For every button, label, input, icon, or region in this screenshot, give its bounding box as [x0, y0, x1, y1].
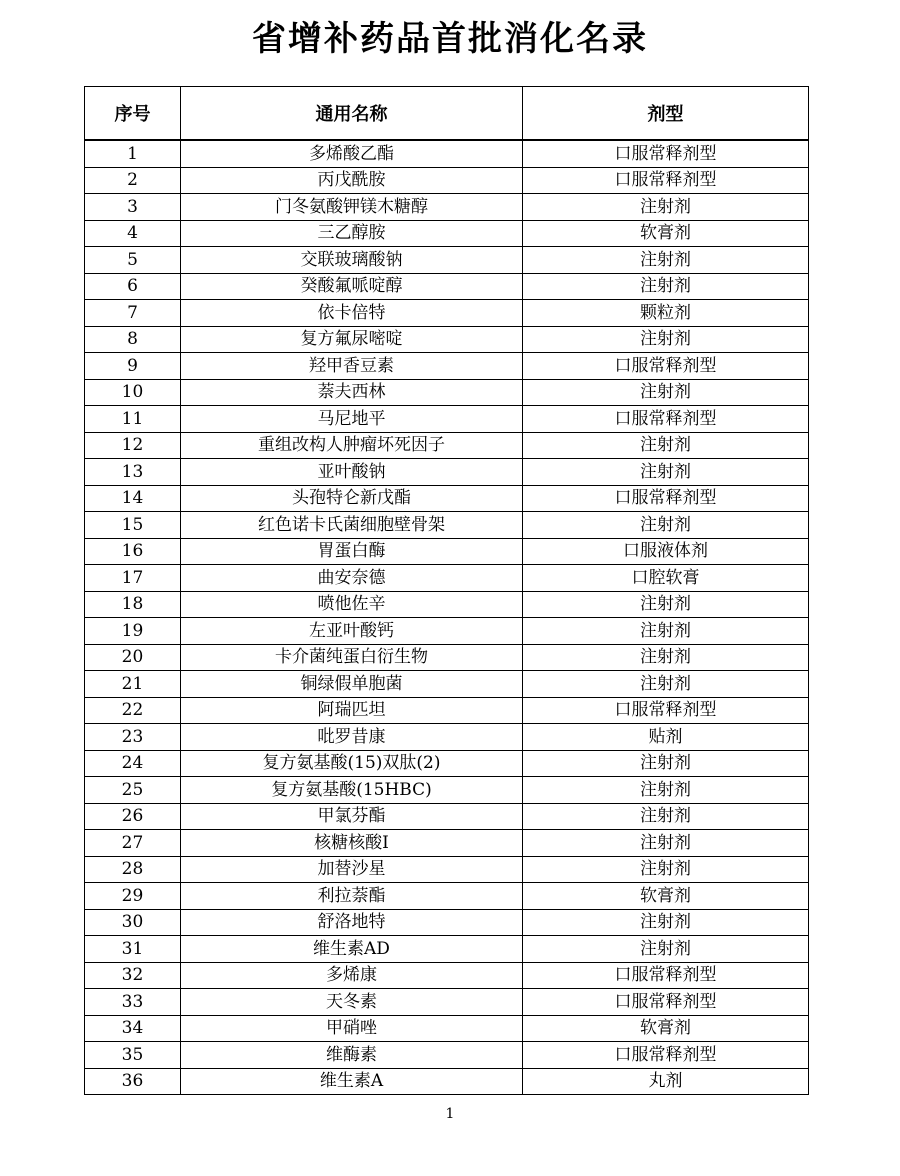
cell-dosage-form: 软膏剂: [523, 883, 809, 910]
cell-dosage-form: 注射剂: [523, 459, 809, 486]
table-row: [85, 936, 809, 963]
cell-generic-name: 三乙醇胺: [181, 220, 523, 247]
table-row: [85, 512, 809, 539]
cell-serial-number: 11: [85, 406, 181, 433]
table-row: [85, 883, 809, 910]
table-row: [85, 326, 809, 353]
cell-serial-number: 21: [85, 671, 181, 698]
cell-generic-name: 多烯康: [181, 962, 523, 989]
cell-dosage-form: 注射剂: [523, 750, 809, 777]
header-serial-number: 序号: [85, 87, 181, 141]
table-row: [85, 909, 809, 936]
cell-generic-name: 阿瑞匹坦: [181, 697, 523, 724]
table-row: [85, 830, 809, 857]
table-row: [85, 671, 809, 698]
cell-serial-number: 6: [85, 273, 181, 300]
cell-dosage-form: 丸剂: [523, 1068, 809, 1095]
cell-serial-number: 26: [85, 803, 181, 830]
cell-serial-number: 4: [85, 220, 181, 247]
table-row: [85, 406, 809, 433]
cell-dosage-form: 口服常释剂型: [523, 1042, 809, 1069]
cell-generic-name: 红色诺卡氏菌细胞壁骨架: [181, 512, 523, 539]
cell-dosage-form: 注射剂: [523, 777, 809, 804]
cell-dosage-form: 口腔软膏: [523, 565, 809, 592]
cell-serial-number: 12: [85, 432, 181, 459]
table-row: [85, 140, 809, 167]
table-header-row: [85, 87, 809, 141]
cell-generic-name: 维酶素: [181, 1042, 523, 1069]
table-row: [85, 1068, 809, 1095]
cell-generic-name: 维生素AD: [181, 936, 523, 963]
cell-dosage-form: 注射剂: [523, 247, 809, 274]
cell-serial-number: 22: [85, 697, 181, 724]
cell-dosage-form: 口服常释剂型: [523, 140, 809, 167]
cell-dosage-form: 软膏剂: [523, 1015, 809, 1042]
table-row: [85, 750, 809, 777]
cell-serial-number: 16: [85, 538, 181, 565]
cell-dosage-form: 软膏剂: [523, 220, 809, 247]
cell-dosage-form: 注射剂: [523, 909, 809, 936]
cell-serial-number: 31: [85, 936, 181, 963]
table-row: [85, 1042, 809, 1069]
table-row: [85, 194, 809, 221]
cell-generic-name: 头孢特仑新戊酯: [181, 485, 523, 512]
table-row: [85, 856, 809, 883]
cell-serial-number: 33: [85, 989, 181, 1016]
cell-generic-name: 铜绿假单胞菌: [181, 671, 523, 698]
cell-serial-number: 28: [85, 856, 181, 883]
cell-dosage-form: 口服常释剂型: [523, 697, 809, 724]
cell-dosage-form: 口服常释剂型: [523, 962, 809, 989]
cell-generic-name: 复方氟尿嘧啶: [181, 326, 523, 353]
cell-serial-number: 23: [85, 724, 181, 751]
table-row: [85, 989, 809, 1016]
page-title: 省增补药品首批消化名录: [252, 19, 648, 59]
cell-serial-number: 3: [85, 194, 181, 221]
cell-generic-name: 喷他佐辛: [181, 591, 523, 618]
cell-generic-name: 核糖核酸I: [181, 830, 523, 857]
cell-generic-name: 利拉萘酯: [181, 883, 523, 910]
table-row: [85, 697, 809, 724]
cell-generic-name: 维生素A: [181, 1068, 523, 1095]
table-row: [85, 432, 809, 459]
cell-generic-name: 舒洛地特: [181, 909, 523, 936]
table-row: [85, 724, 809, 751]
cell-generic-name: 复方氨基酸(15HBC): [181, 777, 523, 804]
cell-serial-number: 19: [85, 618, 181, 645]
cell-dosage-form: 注射剂: [523, 936, 809, 963]
cell-generic-name: 萘夫西林: [181, 379, 523, 406]
cell-serial-number: 13: [85, 459, 181, 486]
table-row: [85, 220, 809, 247]
cell-dosage-form: 口服常释剂型: [523, 353, 809, 380]
cell-serial-number: 15: [85, 512, 181, 539]
cell-dosage-form: 注射剂: [523, 856, 809, 883]
cell-serial-number: 35: [85, 1042, 181, 1069]
cell-serial-number: 5: [85, 247, 181, 274]
table-row: [85, 644, 809, 671]
table-body: [85, 140, 809, 1095]
cell-serial-number: 1: [85, 140, 181, 167]
cell-dosage-form: 贴剂: [523, 724, 809, 751]
cell-generic-name: 依卡倍特: [181, 300, 523, 327]
cell-generic-name: 羟甲香豆素: [181, 353, 523, 380]
table-row: [85, 459, 809, 486]
table-row: [85, 379, 809, 406]
cell-dosage-form: 注射剂: [523, 671, 809, 698]
cell-generic-name: 甲硝唑: [181, 1015, 523, 1042]
table-row: [85, 962, 809, 989]
table-row: [85, 777, 809, 804]
cell-generic-name: 多烯酸乙酯: [181, 140, 523, 167]
cell-generic-name: 甲氯芬酯: [181, 803, 523, 830]
table-row: [85, 353, 809, 380]
cell-serial-number: 14: [85, 485, 181, 512]
cell-generic-name: 曲安奈德: [181, 565, 523, 592]
cell-generic-name: 胃蛋白酶: [181, 538, 523, 565]
cell-serial-number: 36: [85, 1068, 181, 1095]
cell-dosage-form: 注射剂: [523, 326, 809, 353]
cell-dosage-form: 注射剂: [523, 273, 809, 300]
table-row: [85, 1015, 809, 1042]
cell-generic-name: 左亚叶酸钙: [181, 618, 523, 645]
cell-generic-name: 丙戊酰胺: [181, 167, 523, 194]
cell-dosage-form: 颗粒剂: [523, 300, 809, 327]
cell-serial-number: 30: [85, 909, 181, 936]
cell-serial-number: 24: [85, 750, 181, 777]
cell-serial-number: 27: [85, 830, 181, 857]
cell-generic-name: 加替沙星: [181, 856, 523, 883]
cell-generic-name: 亚叶酸钠: [181, 459, 523, 486]
cell-dosage-form: 注射剂: [523, 644, 809, 671]
cell-serial-number: 32: [85, 962, 181, 989]
table-row: [85, 273, 809, 300]
cell-dosage-form: 口服常释剂型: [523, 406, 809, 433]
cell-serial-number: 10: [85, 379, 181, 406]
cell-serial-number: 18: [85, 591, 181, 618]
cell-serial-number: 20: [85, 644, 181, 671]
cell-generic-name: 卡介菌纯蛋白衍生物: [181, 644, 523, 671]
cell-dosage-form: 注射剂: [523, 618, 809, 645]
cell-dosage-form: 注射剂: [523, 830, 809, 857]
cell-generic-name: 门冬氨酸钾镁木糖醇: [181, 194, 523, 221]
cell-serial-number: 29: [85, 883, 181, 910]
cell-dosage-form: 口服常释剂型: [523, 485, 809, 512]
cell-generic-name: 交联玻璃酸钠: [181, 247, 523, 274]
table-row: [85, 167, 809, 194]
table-row: [85, 565, 809, 592]
cell-serial-number: 7: [85, 300, 181, 327]
cell-dosage-form: 注射剂: [523, 512, 809, 539]
table-row: [85, 538, 809, 565]
table-row: [85, 485, 809, 512]
drug-list-table: [84, 86, 809, 1095]
table-row: [85, 803, 809, 830]
table-row: [85, 247, 809, 274]
header-dosage-form: 剂型: [523, 87, 809, 141]
table-row: [85, 591, 809, 618]
cell-generic-name: 吡罗昔康: [181, 724, 523, 751]
cell-generic-name: 马尼地平: [181, 406, 523, 433]
cell-serial-number: 25: [85, 777, 181, 804]
cell-serial-number: 17: [85, 565, 181, 592]
cell-dosage-form: 注射剂: [523, 803, 809, 830]
cell-generic-name: 重组改构人肿瘤坏死因子: [181, 432, 523, 459]
header-generic-name: 通用名称: [181, 87, 523, 141]
page-number: 1: [445, 1106, 455, 1122]
cell-serial-number: 2: [85, 167, 181, 194]
table-row: [85, 300, 809, 327]
table-row: [85, 618, 809, 645]
cell-dosage-form: 注射剂: [523, 194, 809, 221]
cell-dosage-form: 注射剂: [523, 432, 809, 459]
cell-generic-name: 癸酸氟哌啶醇: [181, 273, 523, 300]
cell-generic-name: 天冬素: [181, 989, 523, 1016]
cell-dosage-form: 注射剂: [523, 379, 809, 406]
cell-serial-number: 34: [85, 1015, 181, 1042]
cell-dosage-form: 口服常释剂型: [523, 989, 809, 1016]
cell-dosage-form: 口服常释剂型: [523, 167, 809, 194]
cell-generic-name: 复方氨基酸(15)双肽(2): [181, 750, 523, 777]
cell-dosage-form: 口服液体剂: [523, 538, 809, 565]
cell-serial-number: 9: [85, 353, 181, 380]
cell-dosage-form: 注射剂: [523, 591, 809, 618]
cell-serial-number: 8: [85, 326, 181, 353]
